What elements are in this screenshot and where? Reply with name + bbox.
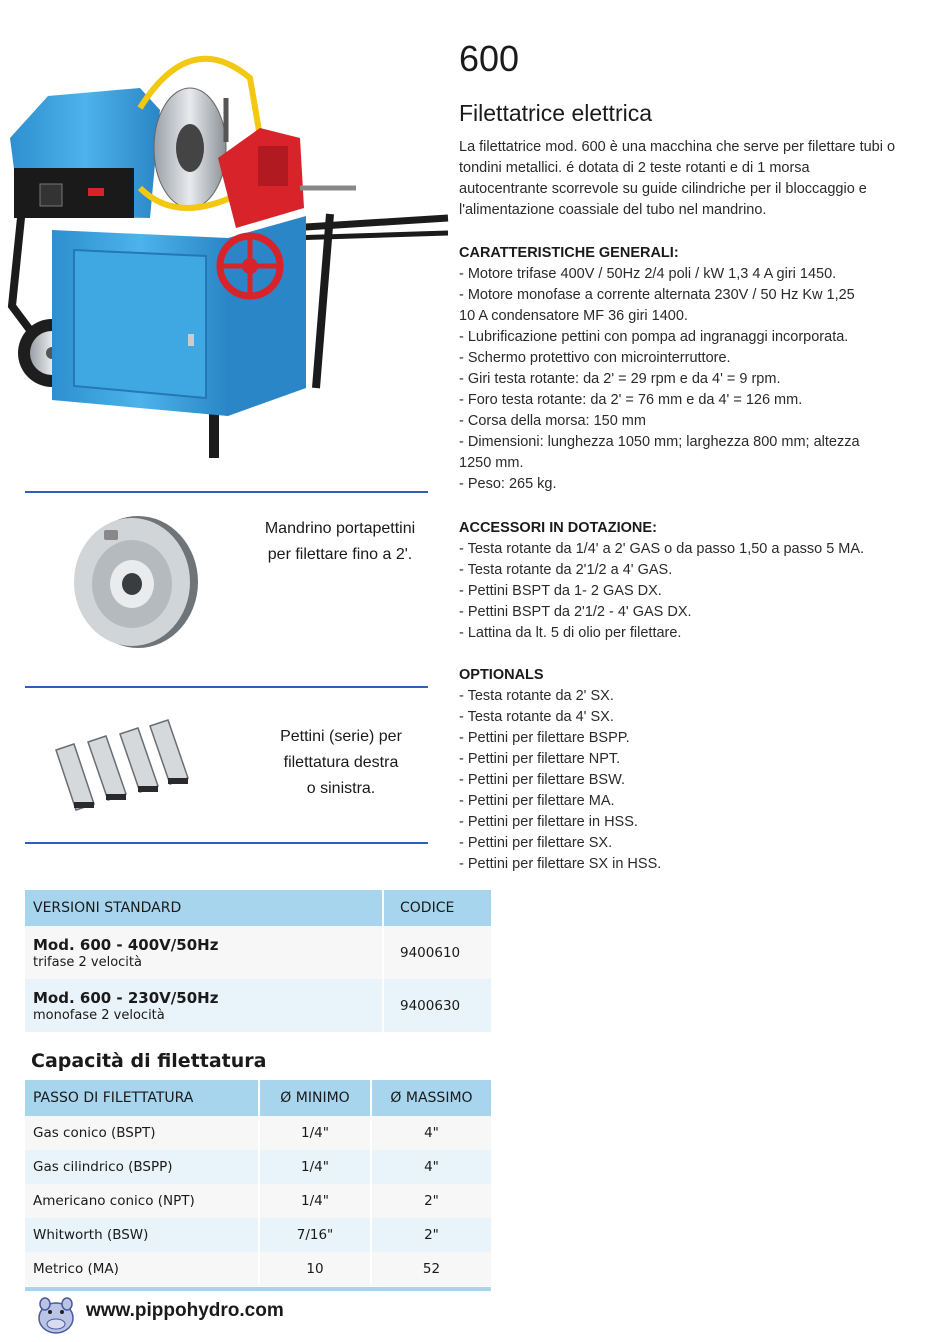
version-name: Mod. 600 - 400V/50Hz — [33, 935, 219, 954]
table-row — [25, 1252, 491, 1286]
capacity-pitch: Gas cilindrico (BSPP) — [25, 1150, 259, 1184]
chuck-caption-line1: Mandrino portapettini — [264, 520, 416, 537]
capacity-pitch: Americano conico (NPT) — [25, 1184, 259, 1218]
capacity-min: 1/4" — [259, 1184, 371, 1218]
list-item: - Pettini per filettare MA. — [459, 793, 615, 809]
dies-caption-line3: o sinistra. — [306, 780, 376, 797]
capacity-pitch: Metrico (MA) — [25, 1252, 259, 1286]
capacity-max: 4" — [371, 1150, 491, 1184]
divider — [25, 842, 428, 844]
threading-machine-image — [0, 38, 452, 468]
versions-table — [25, 890, 491, 1032]
general-features-section — [459, 243, 909, 495]
chuck-image — [60, 512, 200, 654]
table-row — [25, 1150, 491, 1184]
dies-image — [50, 718, 210, 818]
list-item: - Motore trifase 400V / 50Hz 2/4 poli / kW 1,3 4 A giri 1450. — [459, 266, 837, 282]
list-item: - Pettini BSPT da 2'1/2 - 4' GAS DX. — [459, 604, 692, 620]
list-item: - Pettini per filettare BSW. — [459, 772, 626, 788]
dies-caption-line2: filettatura destra — [283, 754, 399, 771]
versions-header-code: CODICE — [383, 890, 491, 926]
list-item: - Testa rotante da 1/4' a 2' GAS o da passo 1,50 a passo 5 MA. — [459, 541, 865, 557]
version-code: 9400630 — [383, 979, 491, 1032]
capacity-header-pitch: PASSO DI FILETTATURA — [25, 1080, 259, 1116]
table-row — [25, 926, 491, 979]
capacity-min: 1/4" — [259, 1150, 371, 1184]
product-description: La filettatrice mod. 600 è una macchina che serve per filettare tubi o tondini metallici. é dotata di 2 teste rotanti e di 1 morsa autocentrante scorrevole su guide cilindriche per il bloccaggio e l'alimentazione coassiale del tubo nel mandrino. — [459, 139, 896, 218]
table-bottom-bar — [25, 1287, 491, 1291]
list-item: - Lubrificazione pettini con pompa ad ingranaggi incorporata. — [459, 329, 849, 345]
divider — [25, 491, 428, 493]
website-link[interactable]: www.pippohydro.com — [86, 1300, 284, 1321]
version-code: 9400610 — [383, 926, 491, 979]
accessories-section — [459, 518, 909, 644]
general-features-heading: CARATTERISTICHE GENERALI: — [459, 245, 679, 261]
capacity-header-max: Ø MASSIMO — [371, 1080, 491, 1116]
list-item: - Peso: 265 kg. — [459, 476, 557, 492]
list-item: - Foro testa rotante: da 2' = 76 mm e da 4' = 126 mm. — [459, 392, 803, 408]
accessories-heading: ACCESSORI IN DOTAZIONE: — [459, 520, 657, 536]
capacity-max: 2" — [371, 1184, 491, 1218]
list-item: - Corsa della morsa: 150 mm — [459, 413, 646, 429]
capacity-table — [25, 1080, 491, 1286]
model-number: 600 — [459, 38, 520, 79]
list-item: - Testa rotante da 2'1/2 a 4' GAS. — [459, 562, 673, 578]
capacity-header-min: Ø MINIMO — [259, 1080, 371, 1116]
capacity-min: 1/4" — [259, 1116, 371, 1150]
dies-caption-line1: Pettini (serie) per — [280, 728, 402, 745]
divider — [25, 686, 428, 688]
table-row — [25, 1184, 491, 1218]
capacity-max: 2" — [371, 1218, 491, 1252]
list-item: - Motore monofase a corrente alternata 230V / 50 Hz Kw 1,25 10 A condensatore MF 36 giri 1400. — [459, 287, 855, 324]
list-item: - Schermo protettivo con microinterruttore. — [459, 350, 731, 366]
capacity-title: Capacità di filettatura — [31, 1050, 267, 1072]
list-item: - Pettini per filettare NPT. — [459, 751, 621, 767]
capacity-min: 7/16" — [259, 1218, 371, 1252]
versions-header-name: VERSIONI STANDARD — [25, 890, 383, 926]
product-subtitle: Filettatrice elettrica — [459, 100, 653, 126]
list-item: - Pettini per filettare SX in HSS. — [459, 856, 662, 872]
table-row — [25, 979, 491, 1032]
capacity-pitch: Gas conico (BSPT) — [25, 1116, 259, 1150]
list-item: - Pettini per filettare SX. — [459, 835, 613, 851]
table-row — [25, 1218, 491, 1252]
version-name: Mod. 600 - 230V/50Hz — [33, 988, 219, 1007]
capacity-min: 10 — [259, 1252, 371, 1286]
list-item: - Giri testa rotante: da 2' = 29 rpm e da 4' = 9 rpm. — [459, 371, 781, 387]
capacity-max: 4" — [371, 1116, 491, 1150]
list-item: - Testa rotante da 4' SX. — [459, 709, 614, 725]
version-sub: monofase 2 velocità — [33, 1007, 165, 1023]
optionals-section — [459, 665, 909, 875]
list-item: - Pettini BSPT da 1- 2 GAS DX. — [459, 583, 662, 599]
optionals-heading: OPTIONALS — [459, 667, 544, 683]
list-item: - Dimensioni: lunghezza 1050 mm; larghezza 800 mm; altezza 1250 mm. — [459, 434, 860, 471]
list-item: - Pettini per filettare in HSS. — [459, 814, 638, 830]
list-item: - Pettini per filettare BSPP. — [459, 730, 630, 746]
chuck-caption-line2: per filettare fino a 2'. — [267, 546, 413, 563]
table-row — [25, 1116, 491, 1150]
capacity-max: 52 — [371, 1252, 491, 1286]
version-sub: trifase 2 velocità — [33, 954, 142, 970]
list-item: - Testa rotante da 2' SX. — [459, 688, 614, 704]
capacity-pitch: Whitworth (BSW) — [25, 1218, 259, 1252]
hippo-logo-icon — [33, 1292, 79, 1338]
list-item: - Lattina da lt. 5 di olio per filettare. — [459, 625, 682, 641]
